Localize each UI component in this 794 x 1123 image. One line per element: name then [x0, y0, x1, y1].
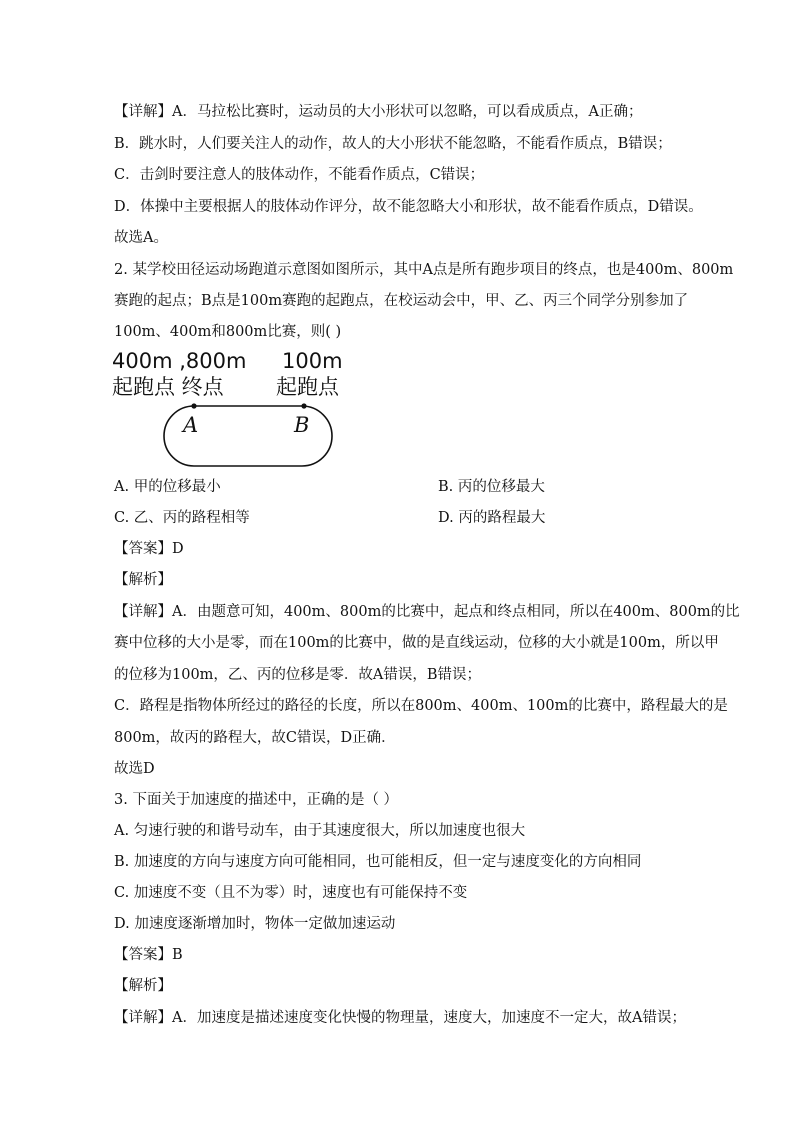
q2-detail-line1: 【详解】A．由题意可知，400m、800m的比赛中，起点和终点相同，所以在400m、800m的比 — [114, 604, 740, 620]
q1-detail-d: D．体操中主要根据人的肢体动作评分，故不能忽略大小和形状，故不能看作质点，D错误。 — [114, 199, 703, 215]
q1-choice: 故选A。 — [114, 230, 168, 246]
q2-option-b: B. 丙的位移最大 — [438, 479, 545, 495]
q2-detail-line2: 赛中位移的大小是零，而在100m的比赛中，做的是直线运动，位移的大小就是100m，所以甲 — [114, 635, 719, 651]
q2-option-c: C. 乙、丙的路程相等 — [114, 510, 250, 526]
q2-option-a: A. 甲的位移最小 — [114, 479, 221, 495]
label-b-distance: 100m — [282, 349, 343, 373]
q2-stem-line3: 100m、400m和800m比赛，则( ) — [114, 324, 342, 340]
label-a-distance: 400m ,800m — [112, 349, 247, 373]
q2-choice: 故选D — [114, 761, 155, 777]
q2-stem-line2: 赛跑的起点；B点是100m赛跑的起跑点，在校运动会中，甲、乙、丙三个同学分别参加了 — [114, 293, 689, 309]
q3-option-b: B. 加速度的方向与速度方向可能相同，也可能相反，但一定与速度变化的方向相同 — [114, 854, 642, 870]
q3-detail-line1: 【详解】A．加速度是描述速度变化快慢的物理量，速度大，加速度不一定大，故A错误； — [114, 1010, 686, 1026]
q3-answer: 【答案】B — [114, 947, 183, 963]
q2-analysis-heading: 【解析】 — [114, 572, 172, 588]
q2-detail-line3: 的位移为100m，乙、丙的位移是零．故A错误，B错误； — [114, 667, 482, 683]
label-b-role: 起跑点 — [276, 375, 339, 399]
point-b-label: B — [294, 413, 310, 437]
q3-stem: 3. 下面关于加速度的描述中，正确的是（ ） — [114, 792, 399, 808]
q2-stem-line1: 2. 某学校田径运动场跑道示意图如图所示，其中A点是所有跑步项目的终点，也是400m、800m — [114, 262, 734, 278]
q2-answer: 【答案】D — [114, 541, 184, 557]
q3-analysis-heading: 【解析】 — [114, 978, 172, 994]
point-a-label: A — [183, 413, 199, 437]
q2-detail-line4: C．路程是指物体所经过的路径的长度，所以在800m、400m、100m的比赛中，路程最大的是 — [114, 698, 728, 714]
q3-option-c: C. 加速度不变（且不为零）时，速度也有可能保持不变 — [114, 885, 468, 901]
q1-detail-a: 【详解】A．马拉松比赛时，运动员的大小形状可以忽略，可以看成质点，A正确； — [114, 104, 643, 120]
q2-option-d: D. 丙的路程最大 — [438, 510, 546, 526]
point-b-dot — [301, 403, 306, 408]
point-a-dot — [191, 403, 196, 408]
q1-detail-b: B．跳水时，人们要关注人的动作，故人的大小形状不能忽略，不能看作质点，B错误； — [114, 136, 672, 152]
q3-option-d: D. 加速度逐渐增加时，物体一定做加速运动 — [114, 916, 396, 932]
label-a-roles: 起跑点 终点 — [112, 375, 224, 399]
track-diagram — [112, 346, 362, 470]
q2-detail-line5: 800m，故丙的路程大，故C错误，D正确． — [114, 730, 396, 746]
q3-option-a: A. 匀速行驶的和谐号动车，由于其速度很大，所以加速度也很大 — [114, 823, 526, 839]
q1-detail-c: C．击剑时要注意人的肢体动作，不能看作质点，C错误； — [114, 167, 485, 183]
